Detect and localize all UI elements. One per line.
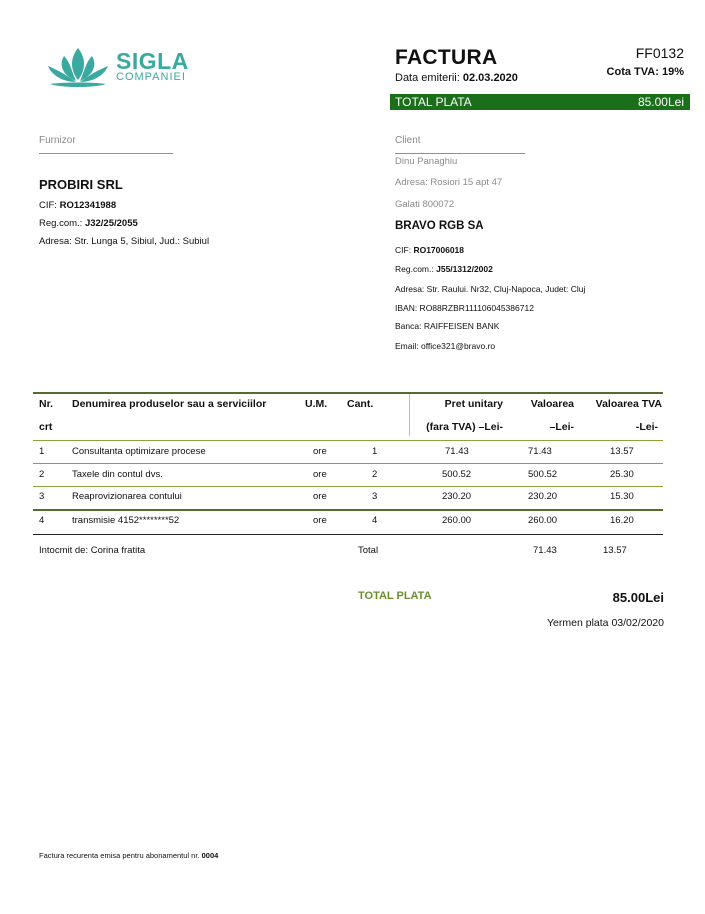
client-iban: IBAN: RO88RZBR111106045386712 xyxy=(395,303,534,313)
invoice-date-label: Data emiterii: xyxy=(395,72,460,84)
provider-reg xyxy=(39,218,138,229)
client-person: Dinu Panaghiu xyxy=(395,156,458,167)
summary-total-label: TOTAL PLATA xyxy=(358,590,432,602)
col-header-crt: crt xyxy=(39,421,53,433)
vat-rate xyxy=(580,66,684,78)
table-bottom-rule xyxy=(33,534,663,535)
total-bar xyxy=(390,94,690,110)
row-nr: 4 xyxy=(39,515,45,526)
row-vat: 15.30 xyxy=(610,491,634,502)
provider-cif-value: RO12341988 xyxy=(59,200,117,211)
row-qty: 1 xyxy=(372,446,378,457)
invoice-number: FF0132 xyxy=(635,45,684,61)
row-nr: 3 xyxy=(39,491,45,502)
made-by: Intocmit de: Corina fratita xyxy=(39,545,146,556)
provider-cif xyxy=(39,200,116,211)
table-row xyxy=(0,511,705,534)
due-date-value: 03/02/2020 xyxy=(611,617,664,629)
row-price: 71.43 xyxy=(445,446,469,457)
due-date-label: Yermen plata xyxy=(547,617,609,629)
invoice-title: FACTURA xyxy=(395,46,498,69)
row-nr: 2 xyxy=(39,469,45,480)
col-header-nr: Nr. xyxy=(39,398,54,410)
lotus-icon xyxy=(42,44,114,90)
provider-name: PROBIRI SRL xyxy=(39,177,123,192)
vat-rate-value: 19% xyxy=(661,66,684,78)
invoice-date-value: 02.03.2020 xyxy=(462,72,518,84)
table-top-rule xyxy=(33,392,663,394)
logo-wordmark: SIGLA xyxy=(116,48,189,74)
client-person-city: Galati 800072 xyxy=(395,199,455,210)
client-reg-label: Reg.com.: xyxy=(395,264,434,274)
summary-total-value: 85.00Lei xyxy=(612,590,664,605)
col-header-vat: Valoarea TVA xyxy=(595,398,662,410)
table-total-vat: 13.57 xyxy=(603,545,627,556)
provider-section-label: Furnizor xyxy=(39,135,76,146)
footer-note-text: Factura recurenta emisa pentru abonamentul nr. xyxy=(39,851,200,860)
col-header-qty: Cant. xyxy=(347,398,374,410)
client-bank: Banca: RAIFFEISEN BANK xyxy=(395,321,500,331)
row-vat: 16.20 xyxy=(610,515,634,526)
col-header-value: Valoarea xyxy=(530,398,574,410)
due-date xyxy=(480,617,664,629)
col-header-value-unit: –Lei- xyxy=(549,421,574,433)
row-value: 71.43 xyxy=(528,446,552,457)
provider-divider xyxy=(39,153,173,154)
table-row xyxy=(0,440,705,463)
table-row xyxy=(0,486,705,509)
footer-note xyxy=(39,851,218,860)
row-price: 260.00 xyxy=(442,515,472,526)
row-vat: 13.57 xyxy=(610,446,634,457)
row-qty: 3 xyxy=(372,491,378,502)
provider-address: Adresa: Str. Lunga 5, Sibiul, Jud.: Subiul xyxy=(39,236,210,247)
row-um: ore xyxy=(313,491,327,502)
col-header-name: Denumirea produselor sau a serviciilor xyxy=(72,398,267,410)
row-value: 260.00 xyxy=(528,515,558,526)
col-header-vat-unit: -Lei- xyxy=(635,421,658,433)
row-name: transmisie 4152********52 xyxy=(72,515,180,526)
client-cif xyxy=(395,245,464,255)
client-cif-value: RO17006018 xyxy=(413,245,465,255)
row-qty: 2 xyxy=(372,469,378,480)
client-name: BRAVO RGB SA xyxy=(395,220,484,232)
provider-reg-label: Reg.com.: xyxy=(39,218,83,229)
row-price: 230.20 xyxy=(442,491,472,502)
row-name: Reaprovizionarea contului xyxy=(72,491,182,502)
footer-note-number: 0004 xyxy=(201,851,219,860)
vat-rate-label: Cota TVA: xyxy=(606,66,659,78)
client-section-label: Client xyxy=(395,135,421,146)
provider-reg-value: J32/25/2055 xyxy=(84,218,138,229)
row-name: Consultanta optimizare procese xyxy=(72,446,206,457)
provider-cif-label: CIF: xyxy=(39,200,57,211)
table-total-value: 71.43 xyxy=(533,545,557,556)
client-email: Email: office321@bravo.ro xyxy=(395,341,496,351)
client-reg-value: J55/1312/2002 xyxy=(436,264,493,274)
invoice-date xyxy=(395,72,518,84)
table-row xyxy=(0,463,705,486)
row-um: ore xyxy=(313,515,327,526)
row-price: 500.52 xyxy=(442,469,472,480)
total-bar-label: TOTAL PLATA xyxy=(395,95,472,109)
logo-subtext: COMPANIEI xyxy=(116,71,186,83)
client-person-address: Adresa: Rosiori 15 apt 47 xyxy=(395,177,503,188)
col-header-price: Pret unitary xyxy=(444,398,503,410)
row-um: ore xyxy=(313,469,327,480)
row-qty: 4 xyxy=(372,515,378,526)
client-cif-label: CIF: xyxy=(395,245,412,255)
row-um: ore xyxy=(313,446,327,457)
row-name: Taxele din contul dvs. xyxy=(72,469,163,480)
row-vat: 25.30 xyxy=(610,469,634,480)
client-address: Adresa: Str. Raului. Nr32, Cluj-Napoca, Judet: Cluj xyxy=(395,284,586,294)
table-total-label: Total xyxy=(358,545,379,556)
row-value: 230.20 xyxy=(528,491,558,502)
row-value: 500.52 xyxy=(528,469,558,480)
total-bar-value: 85.00Lei xyxy=(637,95,684,109)
client-divider xyxy=(395,153,525,154)
col-header-um: U.M. xyxy=(305,398,328,410)
row-nr: 1 xyxy=(39,446,45,457)
client-reg xyxy=(395,264,493,274)
col-header-price-unit: (fara TVA) –Lei- xyxy=(426,421,503,433)
